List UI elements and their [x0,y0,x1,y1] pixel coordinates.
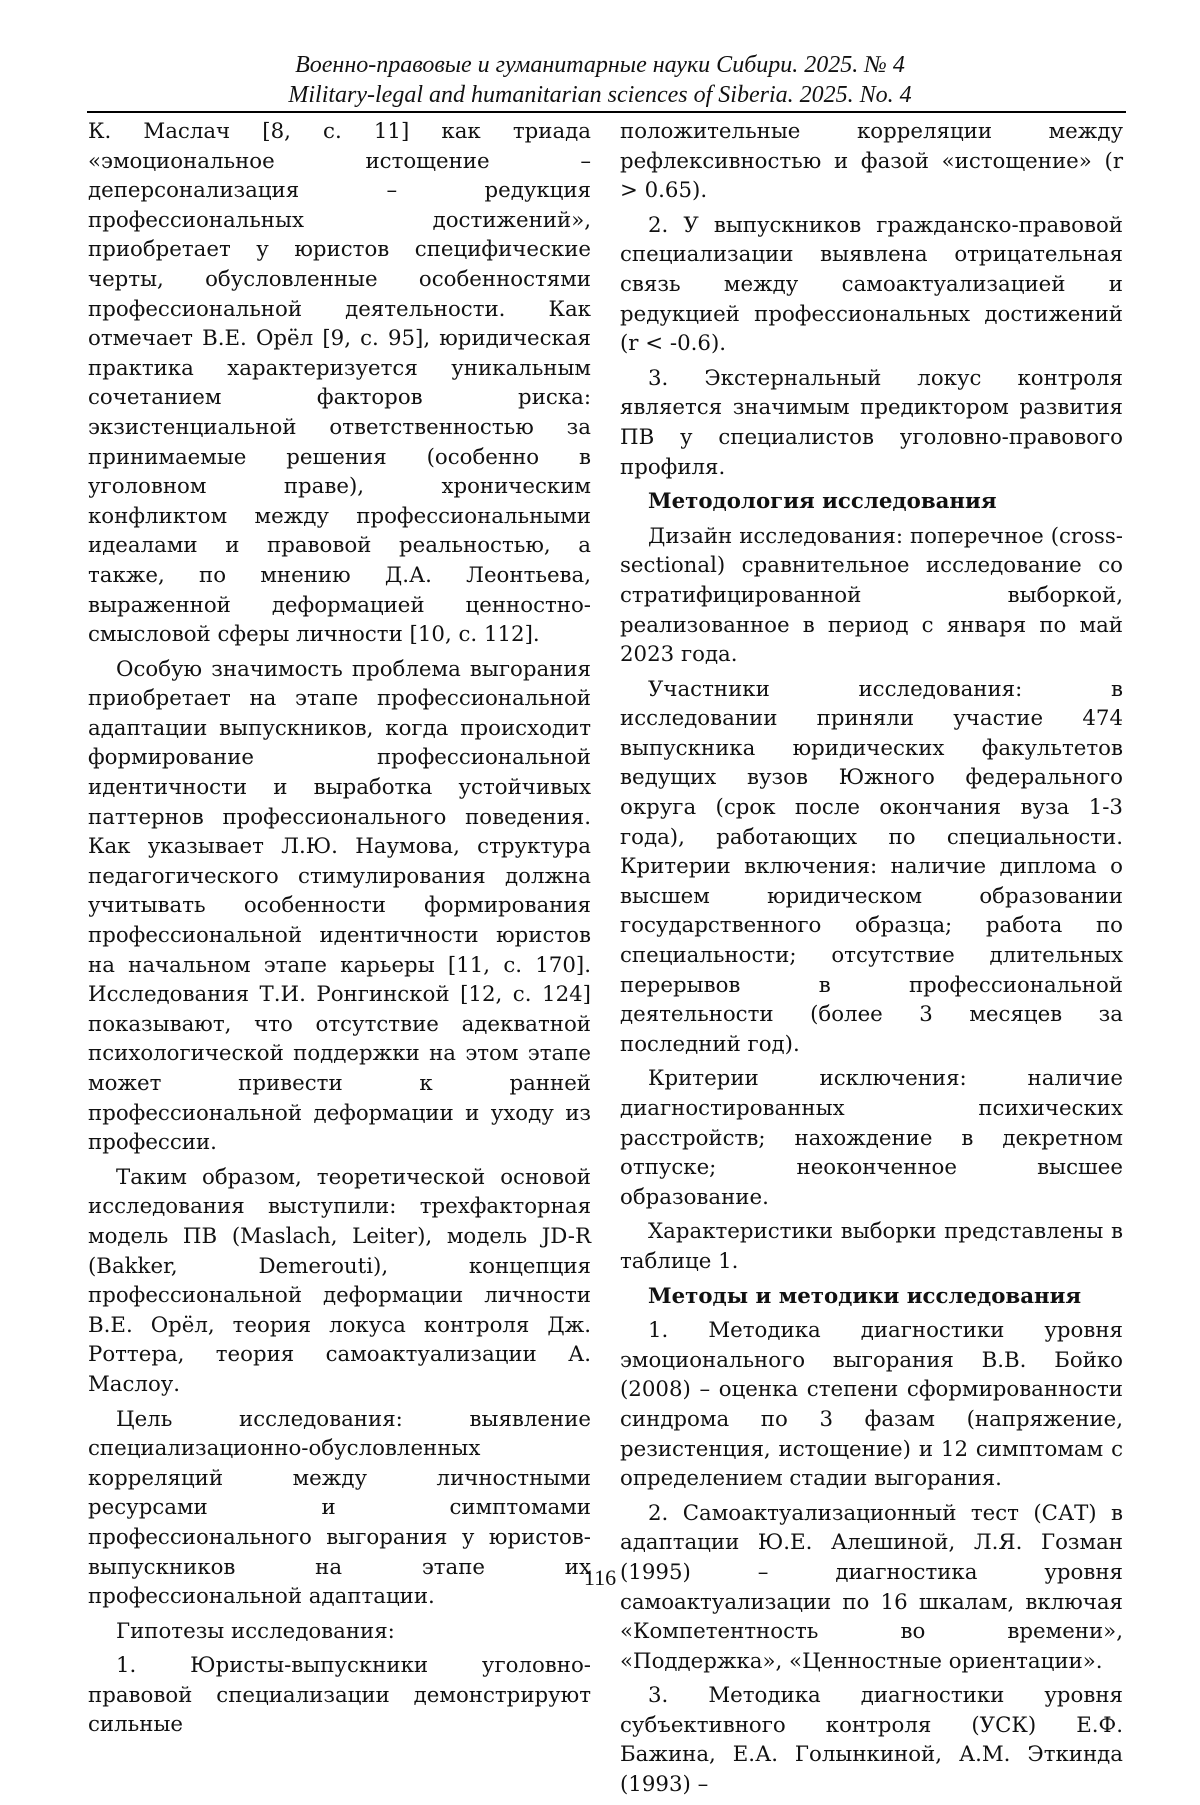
paragraph: Цель исследования: выявление специализационно-обусловленных корреляций между личностными ресурсами и симптомами профессионального выгорания у юристов-выпускников на этапе их профессиональной адаптации. [88,1406,591,1610]
journal-title-ru: Военно-правовые и гуманитарные науки Сибири. 2025. № 4 [295,52,905,78]
paragraph: 2. У выпускников гражданско-правовой специализации выявлена отрицательная связь между самоактуализацией и редукцией профессиональных достижений (r < -0.6). [620,212,1123,357]
paragraph: 1. Юристы-выпускники уголовно-правовой специализации демонстрируют сильные [88,1653,591,1738]
paragraph: 1. Методика диагностики уровня эмоционального выгорания В.В. Бойко (2008) – оценка степени сформированности синдрома по 3 фазам (напряжение, резистенция, истощение) и 12 симптомам с определением стадии выгорания. [620,1318,1123,1492]
page-number: 116 [583,1565,617,1590]
paragraph: Таким образом, теоретической основой исследования выступили: трехфакторная модель ПВ (Maslach, Leiter), модель JD-R (Bakker, Demerouti), концепция профессиональной деформации личности В.Е. Орёл, теория локуса контроля Дж. Роттера, теория самоактуализации А. Маслоу. [88,1164,591,1397]
paragraph: Критерии исключения: наличие диагностированных психических расстройств; нахождение в декретном отпуске; неоконченное высшее образование. [620,1066,1123,1210]
header-rule [87,111,1126,113]
right-column [620,117,1123,1805]
section-heading: Методология исследования [648,489,997,515]
paragraph: 3. Экстернальный локус контроля является значимым предиктором развития ПВ у специалистов уголовно-правового профиля. [620,365,1123,480]
paragraph: 2. Самоактуализационный тест (САТ) в адаптации Ю.Е. Алешиной, Л.Я. Гозман (1995) – диагностика уровня самоактуализации по 16 шкалам, включая «Компетентность во времени», «Поддержка», «Ценностные ориентации». [620,1500,1123,1674]
paragraph: Характеристики выборки представлены в таблице 1. [620,1219,1123,1274]
section-heading: Методы и методики исследования [648,1283,1082,1309]
paragraph: Особую значимость проблема выгорания приобретает на этапе профессиональной адаптации выпускников, когда происходит формирование профессиональной идентичности и выработка устойчивых паттернов профессионального поведения. Как указывает Л.Ю. Наумова, структура педагогического стимулирования должна учитывать особенности формирования профессиональной идентичности юристов на начальном этапе карьеры [11, с. 170]. Исследования Т.И. Ронгинской [12, с. 124] показывают, что отсутствие адекватной психологической поддержки на этом этапе может привести к ранней профессиональной деформации и уходу из профессии. [88,656,591,1156]
paragraph: Гипотезы исследования: [116,1618,395,1644]
paragraph: Участники исследования: в исследовании приняли участие 474 выпускника юридических факультетов ведущих вузов Южного федерального округа (срок после окончания вуза 1-3 года), работающих по специальности. Критерии включения: наличие диплома о высшем юридическом образовании государственного образца; работа по специальности; отсутствие длительных перерывов в профессиональной деятельности (более 3 месяцев за последний год). [620,676,1123,1057]
paragraph: К. Маслач [8, с. 11] как триада «эмоциональное истощение – деперсонализация – редукция профессиональных достижений», приобретает у юристов специфические черты, обусловленные особенностями профессиональной деятельности. Как отмечает В.Е. Орёл [9, с. 95], юридическая практика характеризуется уникальным сочетанием факторов риска: экзистенциальной ответственностью за принимаемые решения (особенно в уголовном праве), хроническим конфликтом между профессиональными идеалами и правовой реальностью, а также, по мнению Д.А. Леонтьева, выраженной деформацией ценностно-смысловой сферы личности [10, с. 112]. [88,119,591,648]
left-column [88,117,591,1745]
paragraph: положительные корреляции между рефлексивностью и фазой «истощение» (r > 0.65). [620,119,1123,204]
journal-header [0,50,1200,110]
paragraph: 3. Методика диагностики уровня субъективного контроля (УСК) Е.Ф. Бажина, Е.А. Голынкиной, А.М. Эткинда (1993) – [620,1683,1123,1798]
paragraph: Дизайн исследования: поперечное (cross-sectional) сравнительное исследование со стратифицированной выборкой, реализованное в период с января по май 2023 года. [620,523,1123,668]
journal-title-en: Military-legal and humanitarian sciences of Siberia. 2025. No. 4 [288,82,912,108]
